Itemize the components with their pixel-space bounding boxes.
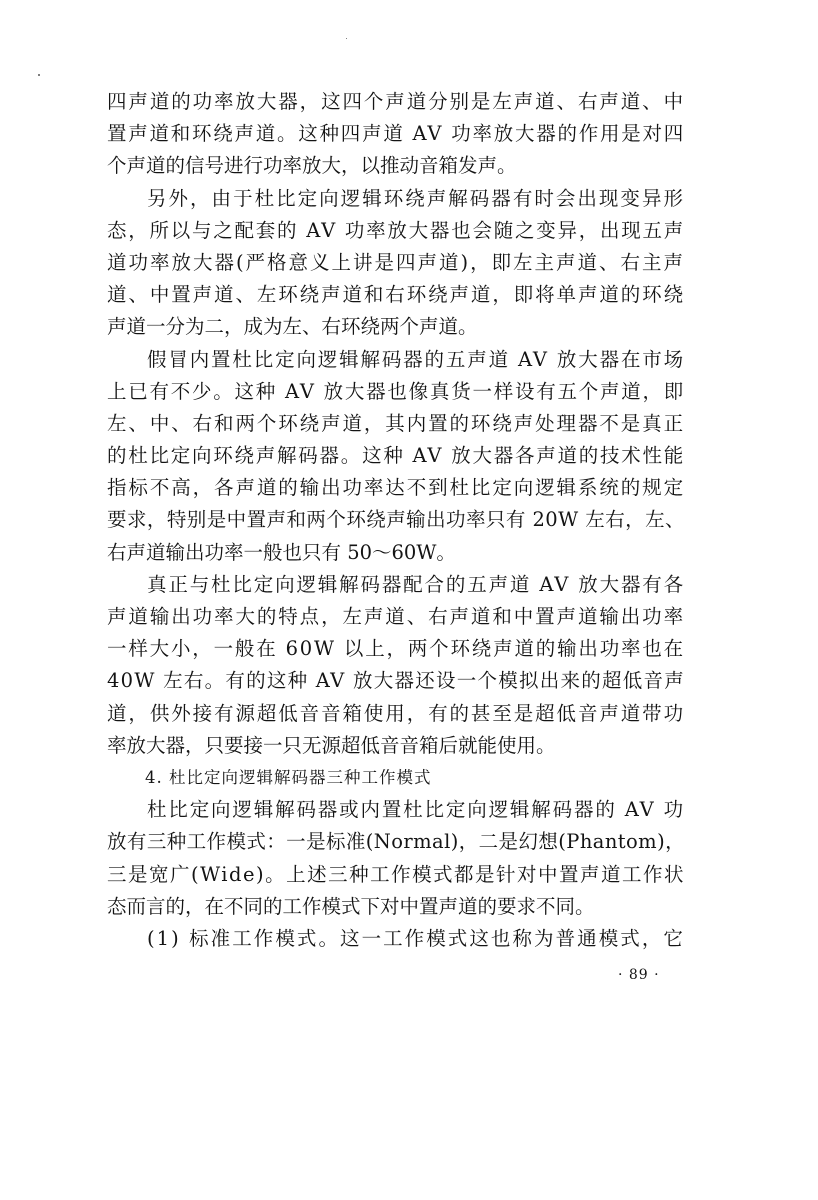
text-line: 四声道的功率放大器，这四个声道分别是左声道、右声道、中: [107, 90, 685, 113]
text-line: 置声道和环绕声道。这种四声道 AV 功率放大器的作用是对四: [107, 122, 685, 146]
text-line: 一样大小，一般在 60W 以上，两个环绕声道的输出功率也在: [107, 637, 685, 661]
text-line: 个声道的信号进行功率放大，以推动音箱发声。: [107, 154, 517, 178]
scan-speck: [346, 38, 347, 39]
paragraph-first-line: 杜比定向逻辑解码器或内置杜比定向逻辑解码器的 AV 功: [147, 798, 685, 822]
page-number: · 89 ·: [618, 967, 660, 983]
paragraph-first-line: (1) 标准工作模式。这一工作模式这也称为普通模式，它: [147, 926, 685, 950]
section-heading: 4. 杜比定向逻辑解码器三种工作模式: [145, 767, 432, 787]
text-line: 态而言的，在不同的工作模式下对中置声道的要求不同。: [107, 894, 595, 918]
scan-speck: [38, 74, 40, 76]
text-line: 道，供外接有源超低音音箱使用，有的甚至是超低音声道带功: [107, 701, 685, 725]
text-line: 道、中置声道、左环绕声道和右环绕声道，即将单声道的环绕: [107, 283, 685, 307]
text-line: 40W 左右。有的这种 AV 放大器还设一个模拟出来的超低音声: [107, 669, 685, 693]
text-line: 左、中、右和两个环绕声道，其内置的环绕声处理器不是真正: [107, 411, 685, 435]
text-line: 上已有不少。这种 AV 放大器也像真货一样设有五个声道，即: [107, 379, 685, 403]
text-line: 声道输出功率大的特点，左声道、右声道和中置声道输出功率: [107, 605, 685, 628]
text-line: 三是宽广(Wide)。上述三种工作模式都是针对中置声道工作状: [107, 862, 685, 886]
text-line: 声道一分为二，成为左、右环绕两个声道。: [107, 315, 478, 339]
paragraph-first-line: 真正与杜比定向逻辑解码器配合的五声道 AV 放大器有各: [147, 572, 685, 596]
paragraph-first-line: 另外，由于杜比定向逻辑环绕声解码器有时会出现变异形: [147, 186, 685, 210]
text-line: 率放大器，只要接一只无源超低音音箱后就能使用。: [107, 733, 556, 757]
paragraph-first-line: 假冒内置杜比定向逻辑解码器的五声道 AV 放大器在市场: [147, 347, 685, 371]
text-line: 要求，特别是中置声和两个环绕声输出功率只有 20W 左右，左、: [107, 508, 685, 532]
text-line: 态，所以与之配套的 AV 功率放大器也会随之变异，出现五声: [107, 218, 685, 242]
body-text: [107, 86, 685, 955]
text-line: 放有三种工作模式：一是标准(Normal)，二是幻想(Phantom)，: [107, 830, 685, 854]
text-line: 道功率放大器(严格意义上讲是四声道)，即左主声道、右主声: [107, 250, 685, 274]
text-line: 指标不高，各声道的输出功率达不到杜比定向逻辑系统的规定: [107, 476, 685, 500]
text-line: 的杜比定向环绕声解码器。这种 AV 放大器各声道的技术性能: [107, 444, 685, 468]
text-line: 右声道输出功率一般也只有 50～60W。: [107, 540, 456, 564]
